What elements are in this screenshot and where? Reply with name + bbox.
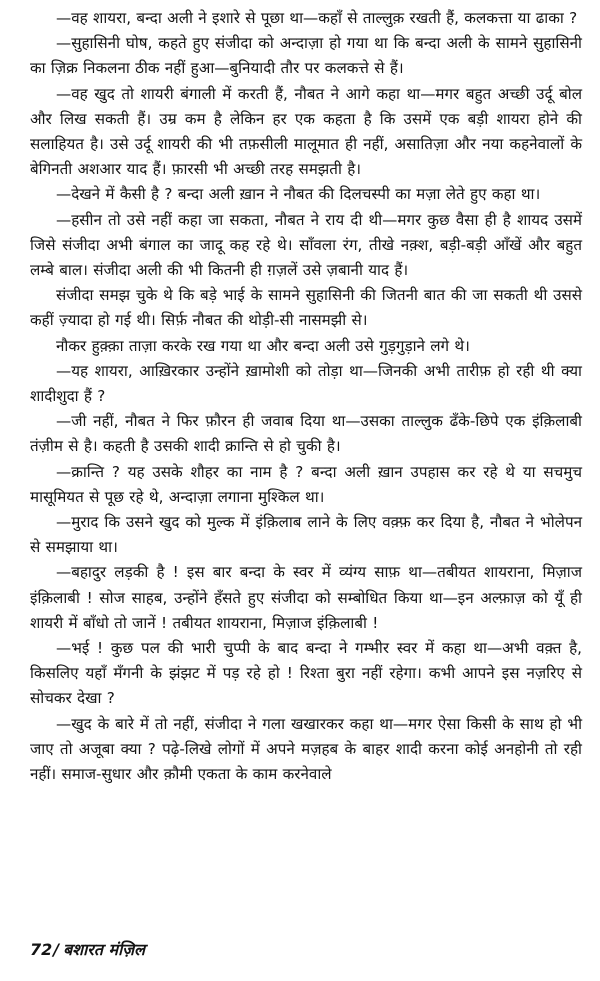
paragraph: —हसीन तो उसे नहीं कहा जा सकता, नौबत ने राय दी थी—मगर कुछ वैसा ही है शायद उसमें जिसे संजीदा अभी बंगाल का जादू कह रहे थे। साँवला रंग, तीखे नक़्श, बड़ी-बड़ी आँखें और बहुत लम्बे बाल। संजीदा अली की भी कितनी ही ग़ज़लें उसे ज़बानी याद हैं। — [30, 210, 582, 280]
paragraph: —देखने में कैसी है ? बन्दा अली ख़ान ने नौबत की दिलचस्पी का मज़ा लेते हुए कहा था। — [56, 185, 541, 204]
book-title: बशारत मंज़िल — [63, 940, 145, 959]
paragraph: —बहादुर लड़की है ! इस बार बन्दा के स्वर में व्यंग्य साफ़ था—तबीयत शायराना, मिज़ाज इंक़िलाबी ! सोज साहब, उन्होंने हँसते हुए संजीदा को सम्बोधित किया था—इन अल्फ़ाज़ को यूँ ही शायरी में बाँधो तो जानें ! तबीयत शायराना, मिज़ाज इंक़िलाबी ! — [30, 563, 582, 632]
paragraph: नौकर हुक़्क़ा ताज़ा करके रख गया था और बन्दा अली उसे गुड़गुड़ाने लगे थे। — [56, 336, 470, 355]
paragraph: —मुराद कि उसने खुद को मुल्क में इंक़िलाब लाने के लिए वक़्फ़ कर दिया है, नौबत ने भोलेपन से समझाया था। — [30, 513, 582, 557]
page-footer — [30, 938, 145, 960]
paragraph: संजीदा समझ चुके थे कि बड़े भाई के सामने सुहासिनी की जितनी बात की जा सकती थी उससे कहीं ज़्यादा हो गई थी। सिर्फ़ नौबत की थोड़ी-सी नासमझी से। — [30, 286, 582, 330]
paragraph: —वह खुद तो शायरी बंगाली में करती हैं, नौबत ने आगे कहा था—मगर बहुत अच्छी उर्दू बोल और लिख सकती हैं। उम्र कम है लेकिन हर एक कहता है कि उसमें एक बड़ी शायरा होने की सलाहियत है। उसे उर्दू शायरी की भी तफ़सीली मालूमात ही नहीं, असातिज़ा और नया कहनेवालों के बेगिनती अशआर याद हैं। फ़ारसी भी अच्छी तरह समझती है। — [30, 84, 582, 179]
footer-separator: / — [53, 940, 60, 959]
paragraph: —भई ! कुछ पल की भारी चुप्पी के बाद बन्दा ने गम्भीर स्वर में कहा था—अभी वक़्त है, किसलिए यहाँ मँगनी के झंझट में पड़ रहे हो ! रिश्ता बुरा नहीं रहेगा। कभी आपने इस नज़रिए से सोचकर देखा ? — [30, 639, 582, 708]
paragraph: —क्रान्ति ? यह उसके शौहर का नाम है ? बन्दा अली ख़ान उपहास कर रहे थे या सचमुच मासूमियत से पूछ रहे थे, अन्दाज़ा लगाना मुश्किल था। — [30, 462, 582, 506]
body-text — [30, 6, 582, 787]
paragraph: —जी नहीं, नौबत ने फिर फ़ौरन ही जवाब दिया था—उसका ताल्लुक ढँके-छिपे एक इंक़िलाबी तंज़ीम से है। कहती है उसकी शादी क्रान्ति से हो चुकी है। — [30, 412, 582, 456]
page-number: 72 — [30, 940, 53, 959]
paragraph: —खुद के बारे में तो नहीं, संजीदा ने गला खखारकर कहा था—मगर ऐसा किसी के साथ हो भी जाए तो अजूबा क्या ? पढ़े-लिखे लोगों में अपने मज़हब के बाहर शादी करना कोई अनहोनी तो रही नहीं। समाज-सुधार और क़ौमी एकता के काम करनेवाले — [30, 714, 582, 784]
paragraph: —यह शायरा, आख़िरकार उन्होंने ख़ामोशी को तोड़ा था—जिनकी अभी तारीफ़ हो रही थी क्या शादीशुदा हैं ? — [30, 361, 582, 406]
paragraph: —सुहासिनी घोष, कहते हुए संजीदा को अन्दाज़ा हो गया था कि बन्दा अली के सामने सुहासिनी का ज़िक्र निकलना ठीक नहीं हुआ—बुनियादी तौर पर कलकत्ते से हैं। — [30, 34, 582, 78]
paragraph: —वह शायरा, बन्दा अली ने इशारे से पूछा था—कहाँ से ताल्लुक़ रखती हैं, कलकत्ता या ढाका ? — [56, 9, 578, 27]
